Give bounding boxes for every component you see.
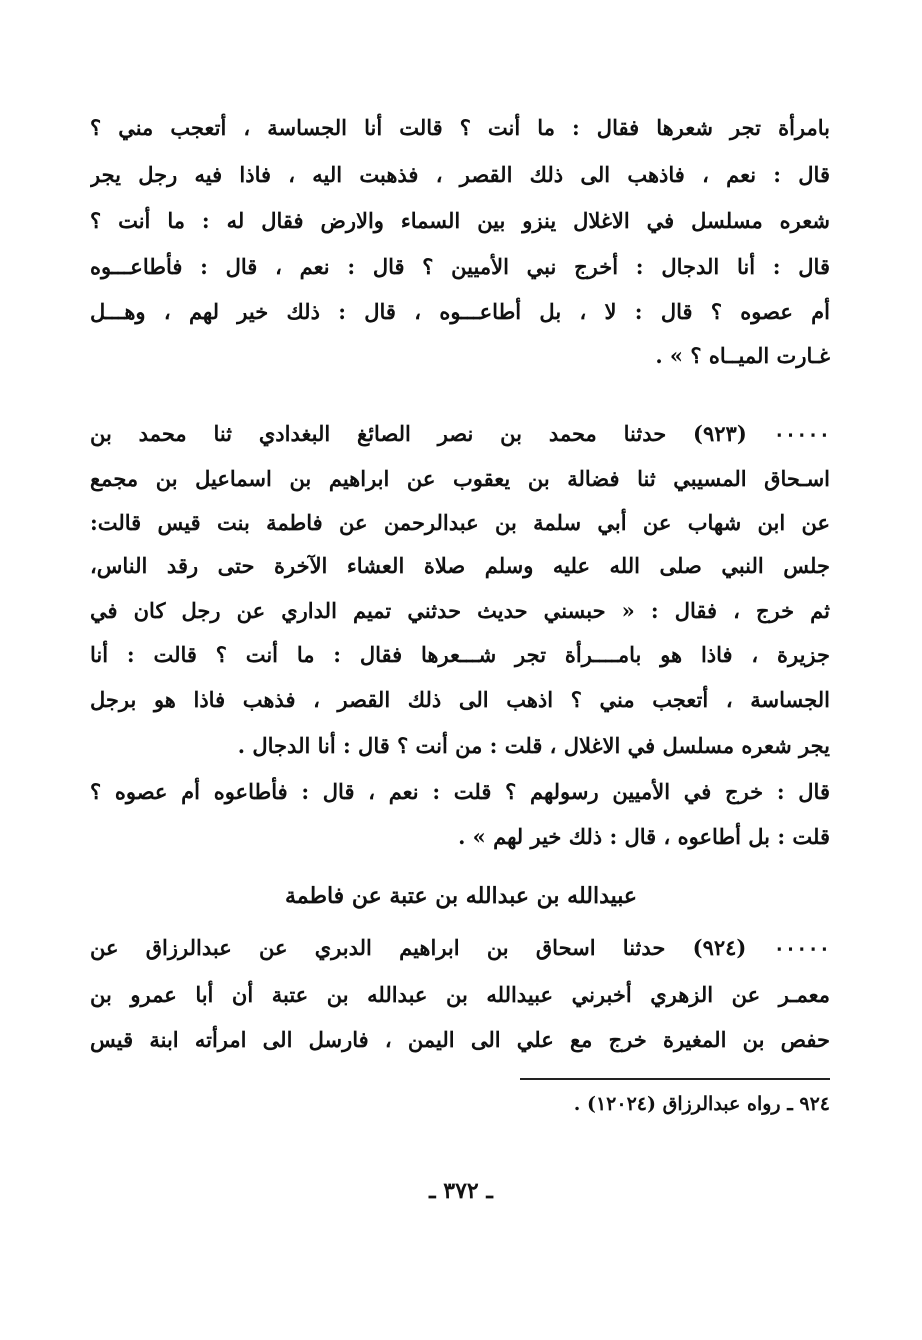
text-line: ٠٠٠٠٠ (٩٢٤) حدثنا اسحاق بن ابراهيم الدبري عن عبدالرزاق عن (90, 935, 830, 960)
text-line: جلس النبي صلى الله عليه وسلم صلاة العشاء الآخرة حتى رقد الناس، (90, 553, 830, 578)
section-heading: عبيدالله بن عبدالله بن عتبة عن فاطمة (284, 883, 638, 909)
text-line: معمـر عن الزهري أخبرني عبيدالله بن عبدالله بن عتبة أن أبا عمرو بن (90, 982, 830, 1007)
text-line: غـارت الميــاه ؟ » . (655, 343, 830, 368)
text-line: حفص بن المغيرة خرج مع علي الى اليمن ، فارسل الى امرأته ابنة قيس (90, 1027, 830, 1052)
text-line: اسـحاق المسيبي ثنا فضالة بن يعقوب عن ابراهيم بن اسماعيل بن مجمع (90, 466, 830, 491)
text-line: قال : خرج في الأميين رسولهم ؟ قلت : نعم ، قال : فأطاعوه أم عصوه ؟ (90, 779, 830, 804)
text-line: الجساسة ، أتعجب مني ؟ اذهب الى ذلك القصر ، فذهب فاذا هو برجل (90, 687, 830, 712)
text-line: جزيرة ، فاذا هو بامــــرأة تجر شـــعرها فقال : ما أنت ؟ قالت : أنا (90, 642, 830, 667)
text-line: قال : نعم ، فاذهب الى ذلك القصر ، فذهبت اليه ، فاذا فيه رجل يجر (90, 162, 830, 187)
footnote-separator (520, 1078, 830, 1080)
text-line: أم عصوه ؟ قال : لا ، بل أطاعـــوه ، قال : ذلك خير لهم ، وهـــل (90, 299, 830, 324)
footnote: ٩٢٤ ـ رواه عبدالرزاق (١٢٠٢٤) . (573, 1093, 830, 1115)
page-number: ـ ٣٧٢ ـ (429, 1178, 493, 1204)
text-line: ٠٠٠٠٠ (٩٢٣) حدثنا محمد بن نصر الصائغ البغدادي ثنا محمد بن (90, 421, 830, 446)
text-line: شعره مسلسل في الاغلال ينزو بين السماء والارض فقال له : ما أنت ؟ (90, 208, 830, 233)
text-line: بامرأة تجر شعرها فقال : ما أنت ؟ قالت أنا الجساسة ، أتعجب مني ؟ (90, 115, 830, 140)
text-line: عن ابن شهاب عن أبي سلمة بن عبدالرحمن عن فاطمة بنت قيس قالت: (90, 510, 830, 535)
text-line: قال : أنا الدجال : أخرج نبي الأميين ؟ قال : نعم ، قال : فأطاعـــوه (90, 254, 830, 279)
text-line: ثم خرج ، فقال : « حبسني حديث حدثني تميم الداري عن رجل كان في (90, 598, 830, 623)
text-line: قلت : بل أطاعوه ، قال : ذلك خير لهم » . (458, 824, 830, 849)
text-line: يجر شعره مسلسل في الاغلال ، قلت : من أنت ؟ قال : أنا الدجال . (237, 733, 830, 758)
